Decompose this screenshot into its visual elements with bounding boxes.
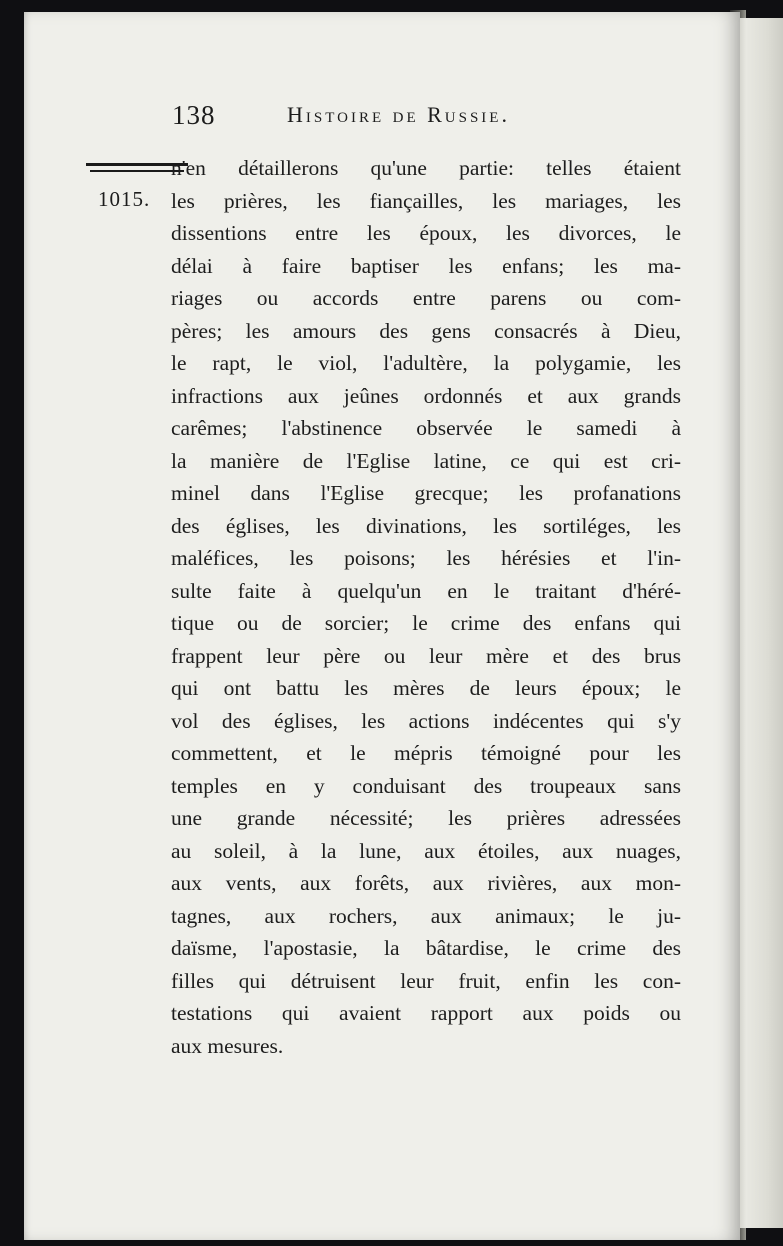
text-line: infractions aux jeûnes ordonnés et aux grands xyxy=(171,383,681,408)
book-page xyxy=(24,12,740,1240)
text-line: délai à faire baptiser les enfans; les ma- xyxy=(171,253,681,278)
text-line: la manière de l'Eglise latine, ce qui est cri- xyxy=(171,448,681,473)
text-line: frappent leur père ou leur mère et des brus xyxy=(171,643,681,668)
text-line: aux vents, aux forêts, aux rivières, aux mon- xyxy=(171,871,681,895)
text-line: testations qui avaient rapport aux poids ou xyxy=(171,1001,681,1025)
text-line: dissentions entre les époux, les divorces, le xyxy=(171,221,681,245)
text-line: sulte faite à quelqu'un en le traitant d'héré- xyxy=(171,578,681,603)
text-line: vol des églises, les actions indécentes qui s'y xyxy=(171,708,681,733)
text-line: tique ou de sorcier; le crime des enfans qui xyxy=(171,611,681,635)
text-line: maléfices, les poisons; les hérésies et l'in- xyxy=(171,546,681,570)
page-number: 138 xyxy=(172,100,216,130)
text-line: les prières, les fiançailles, les mariages, les xyxy=(171,188,681,213)
text-line: aux mesures. xyxy=(171,1033,284,1058)
page-header xyxy=(172,100,632,136)
text-line: au soleil, à la lune, aux étoiles, aux nuages, xyxy=(171,838,681,863)
text-line: temples en y conduisant des troupeaux sans xyxy=(171,773,681,798)
text-line: des églises, les divinations, les sortiléges, les xyxy=(171,513,681,538)
text-line: filles qui détruisent leur fruit, enfin les con- xyxy=(171,968,681,993)
text-line: riages ou accords entre parens ou com- xyxy=(171,286,681,310)
running-title: Histoire de Russie. xyxy=(287,102,510,127)
text-line: daïsme, l'apostasie, la bâtardise, le crime des xyxy=(171,936,681,960)
adjacent-page-edge xyxy=(738,18,783,1228)
text-line: qui ont battu les mères de leurs époux; le xyxy=(171,676,681,700)
text-line: minel dans l'Eglise grecque; les profanations xyxy=(171,481,681,505)
text-line: pères; les amours des gens consacrés à Dieu, xyxy=(171,318,681,343)
text-line: commettent, et le mépris témoigné pour les xyxy=(171,741,681,765)
text-line: tagnes, aux rochers, aux animaux; le ju- xyxy=(171,903,681,928)
text-line: n'en détaillerons qu'une partie: telles étaient xyxy=(171,156,681,180)
text-line: une grande nécessité; les prières adressées xyxy=(171,806,681,830)
text-line: carêmes; l'abstinence observée le samedi à xyxy=(171,416,681,440)
text-line: le rapt, le viol, l'adultère, la polygamie, les xyxy=(171,351,681,375)
margin-year-note: 1015. xyxy=(98,187,151,211)
margin-rule-secondary xyxy=(90,170,184,172)
